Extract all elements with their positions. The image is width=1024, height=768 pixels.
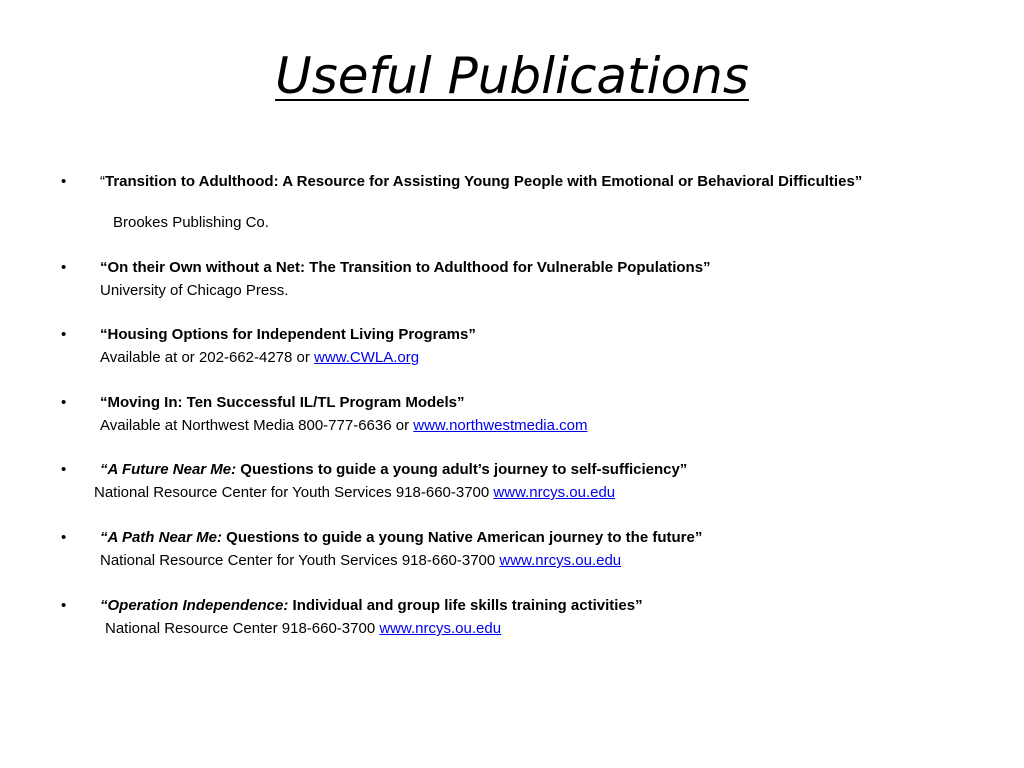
publication-source-text: Available at or 202-662-4278 or (100, 349, 315, 366)
publication-title-italic: “A Path Near Me: (100, 529, 222, 546)
publication-title (100, 461, 900, 479)
nrcys-link[interactable]: www.nrcys.ou.edu (499, 552, 622, 569)
bullet-icon: • (61, 259, 67, 276)
publication-title: “Moving In: Ten Successful IL/TL Program Models” (100, 394, 465, 411)
northwestmedia-link[interactable]: www.northwestmedia.com (413, 417, 588, 434)
publication-source-text: National Resource Center 918-660-3700 (105, 620, 380, 637)
publication-source-text: National Resource Center for Youth Services 918-660-3700 (100, 552, 500, 569)
publication-source (105, 620, 501, 638)
cwla-link[interactable]: www.CWLA.org (314, 349, 420, 366)
publication-title-rest: Questions to guide a young adult’s journey to self-sufficiency” (236, 461, 688, 478)
publication-title: “On their Own without a Net: The Transition to Adulthood for Vulnerable Populations” (100, 259, 711, 276)
publication-title-italic: “A Future Near Me: (100, 461, 237, 478)
publication-source (94, 484, 615, 502)
publication-title (100, 173, 900, 191)
publication-title: “Housing Options for Independent Living Programs” (100, 326, 476, 343)
bullet-icon: • (61, 529, 67, 546)
publication-source (100, 552, 621, 570)
publication-source: University of Chicago Press. (100, 282, 289, 299)
bullet-icon: • (61, 173, 67, 190)
bullet-icon: • (61, 326, 67, 343)
publication-source-text: National Resource Center for Youth Services 918-660-3700 (94, 484, 494, 501)
publication-source (100, 349, 419, 367)
bullet-icon: • (61, 597, 67, 614)
publication-source: Brookes Publishing Co. (113, 214, 269, 231)
publication-title (100, 529, 900, 547)
publication-source (100, 417, 587, 435)
open-quote: “ (100, 173, 105, 190)
publication-source-text: Available at Northwest Media 800-777-6636 or (100, 417, 414, 434)
publication-title-rest: Individual and group life skills training activities” (288, 597, 643, 614)
publication-title-rest: Questions to guide a young Native American journey to the future” (221, 529, 703, 546)
bullet-icon: • (61, 461, 67, 478)
publication-title-text: Transition to Adulthood: A Resource for Assisting Young People with Emotional or Behavioral Difficulties” (105, 173, 863, 190)
publication-title (100, 597, 900, 615)
publication-title-italic: “Operation Independence: (100, 597, 289, 614)
nrcys-link[interactable]: www.nrcys.ou.edu (379, 620, 502, 637)
slide-title: Useful Publications (275, 47, 749, 105)
nrcys-link[interactable]: www.nrcys.ou.edu (493, 484, 616, 501)
bullet-icon: • (61, 394, 67, 411)
